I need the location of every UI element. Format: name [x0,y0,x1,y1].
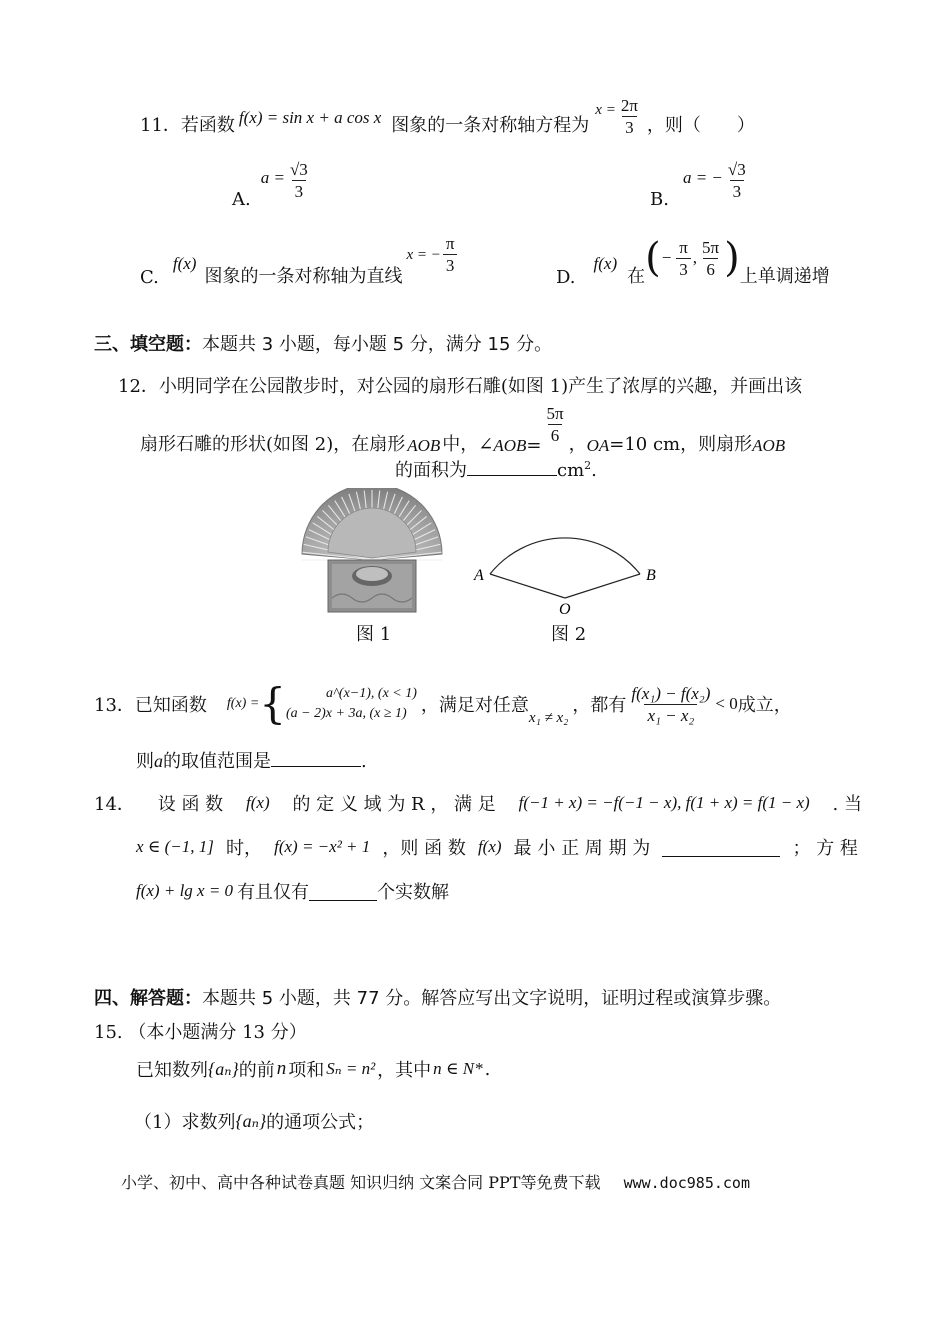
q11-option-b-label: B. [650,189,669,210]
q11-stem-a: 若函数 [180,115,235,136]
q14-roots-blank[interactable] [309,882,377,901]
q11-option-a-den: 3 [292,180,307,200]
q11-axis-lhs: x = [595,101,616,118]
q12-aob-3: AOB [752,436,786,455]
q15-n: n [276,1058,287,1079]
q14-line-1b: 的 定 义 域 为 R ， 满 足 [292,794,496,815]
q13-func: f(x) = [226,696,260,711]
q14-line-1a: 设 函 数 [157,794,224,815]
q15-line-1a: 已知数列 [136,1060,208,1081]
q14-eq-1: f(−1 + x) = −f(−1 − x), f(1 + x) = f(1 − x) [518,793,810,812]
q14-fx-2: f(x) [477,837,502,856]
q12-line-3 [395,456,597,482]
q14-fx-1: f(x) [246,793,270,812]
q11-axis-num: 2π [620,95,638,115]
q12-sector-arc [490,538,640,574]
q12-line-2b: 中，∠ [442,434,494,455]
q12-unit: cm [557,460,585,481]
q12-line-1: 12．小明同学在公园散步时，对公园的扇形石雕(如图 1)产生了浓厚的兴趣，并画出该 [118,376,803,397]
q11-option-d-func: f(x) [593,254,618,273]
q11-option-b-num: √3 [727,160,746,179]
q14-line-3a: 有且仅有 [237,882,310,903]
q11-function: f(x) = sin x + a cos x [238,108,382,127]
q11-option-c-den: 3 [443,254,458,274]
q11-option-c [140,228,459,288]
q13-period: . [361,751,367,772]
q11-option-d-d1: 3 [676,258,691,278]
q14-eq-2: f(x) = −x² + 1 [274,837,371,856]
q13-answer-blank[interactable] [271,748,361,767]
q12-angle-frac [544,405,567,444]
q11-stem-b: 图象的一条对称轴方程为 [391,115,590,136]
q13-stem-a: 已知函数 [134,695,207,716]
q14-line-2d: ； 方 程 [792,838,858,859]
q13-line-2b: 的取值范围是 [163,751,271,772]
q11-number: 11． [140,115,181,136]
q14-line-2c: 最 小 正 周 期 为 [513,838,651,859]
q11-option-d [556,222,830,288]
q11-option-d-d2: 6 [703,258,718,278]
q11-option-b-lhs: a = − [682,168,723,187]
q12-label-o: O [559,601,571,618]
q12-oa: OA [586,436,610,455]
q11-option-d-n1: π [679,237,688,257]
q15-cond: n ∈ N* [433,1059,483,1078]
section-3-title: 三、填空题： [94,334,202,355]
section-4-heading [94,984,781,1010]
q15-part-1 [134,1108,374,1134]
q12-angle-num: 5π [546,404,564,423]
q11-option-a-num: √3 [289,160,308,179]
q11-option-c-label: C. [140,267,159,288]
q15-line-1b: 的前 [238,1060,275,1081]
q12-angle-den: 6 [548,424,563,444]
q12-figure-2-caption: 图 2 [551,624,587,645]
q15-seq-2: {aₙ} [235,1110,267,1131]
q12-unit-sup: 2 [584,459,592,472]
q11-axis-den: 3 [622,116,637,136]
q11-option-c-frac [443,235,458,274]
q12-sector-ob [565,574,640,598]
q11-option-b-den: 3 [730,180,745,200]
q15-line-1d: ，其中 [377,1060,432,1081]
section-4-desc: 本题共 5 小题，共 77 分。解答应写出文字说明，证明过程或演算步骤。 [202,988,782,1009]
q12-label-b: B [646,567,656,584]
q13-stem-b: ，满足对任意 [420,695,529,716]
q11-option-d-label: D. [556,267,576,288]
q11-option-a-frac [287,161,311,200]
q14-eq-3: f(x) + lg x = 0 [136,881,234,900]
q12-figure-1 [292,488,452,618]
q11-option-d-text: 上单调递增 [739,266,830,287]
q13-line-2a: 则 [136,751,154,772]
q13-piecewise: f(x) = { a^(x−1), (x < 1) (a − 2)x + 3a, (x ≥ 1) [226,679,417,728]
q14-number: 14． [94,794,135,815]
q11-axis-frac [618,97,641,136]
q12-angle-eq: = [526,435,542,456]
q14-line-2a: 时， [226,838,262,859]
q15-line-1e: . [484,1058,491,1080]
q13-stem-c: ，都有 [572,695,627,716]
q15-line-1 [136,1056,490,1082]
footer-url[interactable]: www.doc985.com [623,1174,750,1192]
q12-line-2d: =10 cm，则扇形 [609,434,753,455]
q11-option-b [650,150,751,210]
q12-line-2a: 扇形石雕的形状(如图 2)，在扇形 [140,434,406,455]
section-3-heading [94,330,552,356]
q12-answer-blank[interactable] [467,457,557,476]
q14-line-2b: ，则 函 数 [382,838,466,859]
q14-line-2 [136,834,858,860]
footer [121,1170,750,1193]
q14-domain: x ∈ (−1, 1] [136,837,214,856]
q11-option-d-zai: 在 [627,266,646,287]
q12-aob-2: AOB [493,436,527,455]
q13-var: a [154,751,163,771]
q11-option-a-label: A. [232,189,251,210]
q12-label-a: A [474,567,484,584]
q13-ratio [628,685,713,724]
q11-option-c-func: f(x) [172,254,197,273]
q14-line-3b: 个实数解 [377,882,450,903]
section-4-title: 四、解答题： [94,988,202,1009]
q11-option-d-neg: − [660,248,673,267]
q13-ratio-den: x₁ − x₂ [644,704,697,724]
q11-option-a [232,150,313,210]
q14-line-1 [94,790,862,816]
q12-line-2c: ， [568,434,587,455]
q12-line-2 [140,396,785,456]
q14-line-1c: . 当 [832,794,862,815]
q13-stem-d: 成立， [737,695,792,716]
q13-case-1: a^(x−1), (x < 1) [326,686,417,701]
q11-option-a-lhs: a = [260,168,285,187]
q11-stem [140,95,755,144]
q12-period: . [591,460,597,481]
q11-option-c-text: 图象的一条对称轴为直线 [204,266,403,287]
q13-ineq: < 0 [715,694,738,713]
q13-stem [94,674,792,734]
q13-number: 13． [94,695,135,716]
q12-line-3a: 的面积为 [395,460,467,481]
q12-sector-oa [490,574,565,598]
q14-period-blank[interactable] [662,838,780,857]
q11-option-c-num: π [445,234,455,253]
q12-aob-1: AOB [407,436,441,455]
q12-figure-1-caption: 图 1 [356,624,392,645]
q11-stem-c: ，则（ ） [646,115,755,136]
q13-ratio-num: f(x₁) − f(x₂) [631,683,711,703]
q13-condition: x₁ ≠ x₂ [528,709,569,726]
footer-text: 小学、初中、高中各种试卷真题 知识归纳 文案合同 PPT等免费下载 [121,1173,601,1192]
q11-option-d-interval: ( − $\frac{\pi}{3}$ , $\frac{5\pi}{6}$ ) [645,235,740,281]
q11-option-d-n2: 5π [702,237,720,257]
q15-part-1a: （1）求数列 [134,1112,236,1133]
q15-sn: Sₙ = n² [326,1059,376,1078]
q12-figure-2 [468,490,668,620]
q11-option-c-lhs: x = − [406,247,441,263]
q11-option-b-frac [725,161,749,200]
q15-part-1b: 的通项公式； [266,1112,375,1133]
q14-line-3 [136,878,449,904]
q15-seq-1: {aₙ} [208,1058,239,1079]
q15-head: 15. （本小题满分 13 分） [94,1022,307,1043]
section-3-desc: 本题共 3 小题，每小题 5 分，满分 15 分。 [202,334,553,355]
q13-line-2 [136,747,367,773]
q13-case-2: (a − 2)x + 3a, (x ≥ 1) [286,706,407,721]
q15-line-1c: 项和 [288,1060,325,1081]
